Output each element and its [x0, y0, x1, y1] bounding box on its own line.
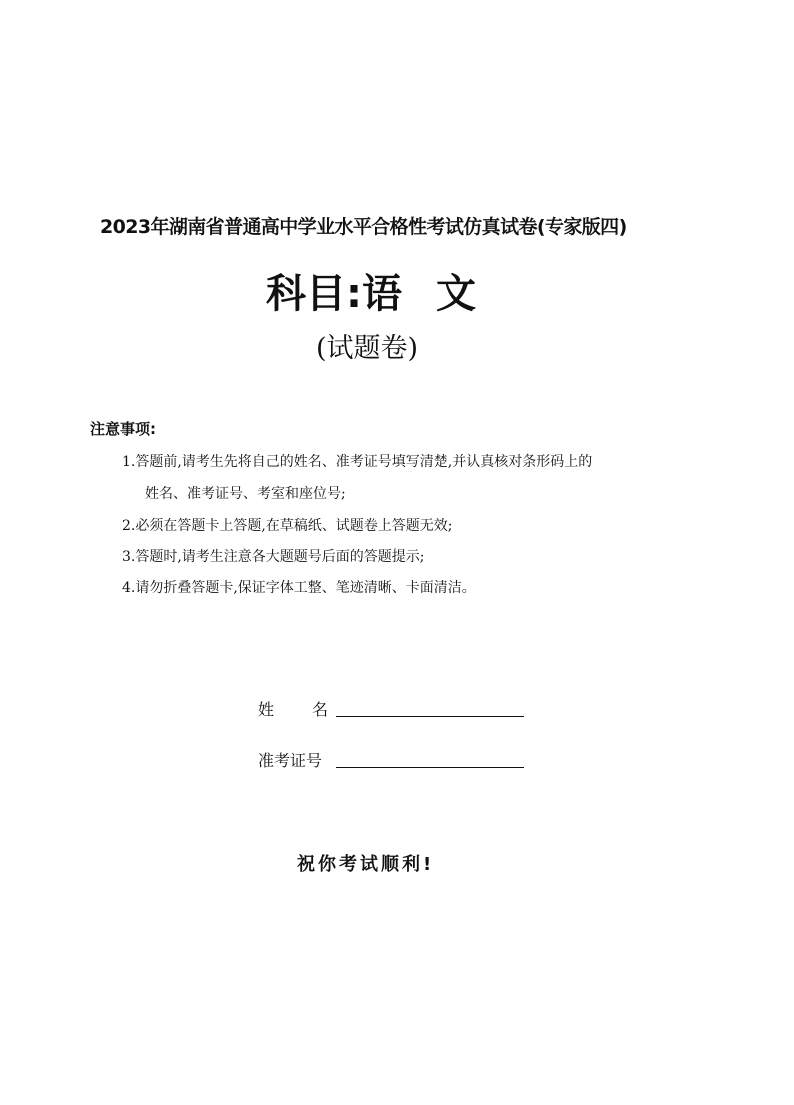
subject-label: 科目:语	[266, 271, 402, 317]
name-field-row	[258, 697, 524, 720]
exam-id-label: 准考证号	[258, 751, 323, 770]
notice-heading: 注意事项:	[90, 420, 156, 438]
subject-name-tail: 文	[436, 271, 476, 317]
paper-type: (试题卷)	[316, 333, 419, 364]
notice-item-1: 1.答题前,请考生先将自己的姓名、准考证号填写清楚,并认真核对条形码上的	[122, 454, 593, 470]
name-fill-line[interactable]	[336, 716, 524, 717]
notice-item-4: 4.请勿折叠答题卡,保证字体工整、笔迹清晰、卡面清洁。	[122, 580, 476, 596]
name-label: 姓名	[258, 700, 367, 719]
exam-title: 2023年湖南省普通高中学业水平合格性考试仿真试卷(专家版四)	[100, 216, 627, 238]
exam-id-fill-line[interactable]	[336, 767, 524, 768]
notice-item-3: 3.答题时,请考生注意各大题题号后面的答题提示;	[122, 549, 425, 565]
notice-item-1-continued: 姓名、准考证号、考室和座位号;	[145, 486, 346, 502]
subject-heading	[266, 262, 476, 319]
blessing-text: 祝你考试顺利!	[297, 854, 435, 875]
exam-id-field-row	[258, 748, 524, 771]
notice-item-2: 2.必须在答题卡上答题,在草稿纸、试题卷上答题无效;	[122, 518, 453, 534]
